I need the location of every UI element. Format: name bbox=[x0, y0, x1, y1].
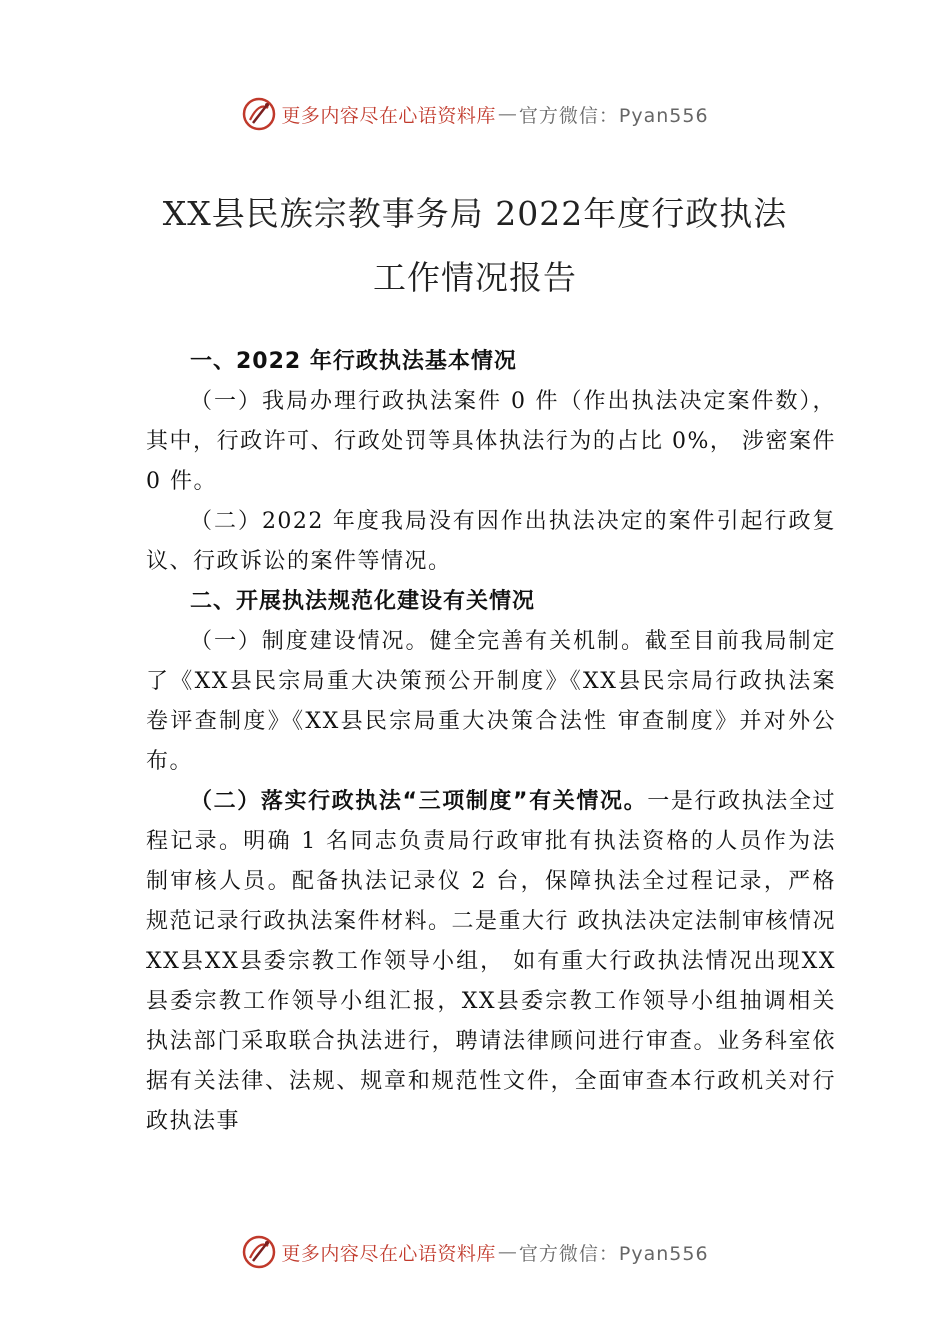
brand-logo-icon bbox=[241, 1234, 277, 1270]
banner-contact-text: 官方微信：Pyan556 bbox=[518, 104, 709, 127]
banner-separator: — bbox=[497, 103, 517, 125]
banner-separator: — bbox=[497, 1241, 517, 1263]
section-2-paragraph-1-lead: （一）制度建设情况。 bbox=[190, 629, 430, 654]
document-title-line-1: XX县民族宗教事务局 2022年度行政执法 bbox=[162, 194, 788, 233]
section-2-paragraph-2 bbox=[146, 782, 836, 1142]
section-2-paragraph-2-lead: （二）落实行政执法“三项制度”有关情况。 bbox=[190, 789, 648, 814]
section-2-heading: 二、开展执法规范化建设有关情况 bbox=[190, 589, 536, 614]
section-2-paragraph-1 bbox=[146, 622, 836, 782]
banner-promo-text: 更多内容尽在心语资料库 bbox=[281, 104, 496, 127]
document-title-line-2: 工作情况报告 bbox=[373, 258, 577, 297]
banner-promo-text: 更多内容尽在心语资料库 bbox=[281, 1242, 496, 1265]
section-2-paragraph-2-body: 一是行政执法全过程记录。明确 1 名同志负责局行政审批有执法资格的人员作为法制审核人员。配备执法记录仪 2 台，保障执法全过程记录，严格规范记录行政执法案件材料。二是重大行 政执法决定法制审核情况 XX县XX县委宗教工作领导小组， 如有重大行政执法情况出现XX县委宗教工作领导小组汇报，XX县委宗教工作领导小组抽调相关执法部门采取联合执法进行，聘请法律顾问进行审查。业务科室依据有关法律、法规、规章和规范性文件，全面审查本行政机关对行政执法事 bbox=[146, 789, 836, 1134]
document-body bbox=[146, 342, 836, 1142]
brand-logo-icon bbox=[241, 96, 277, 132]
footer-banner bbox=[0, 1232, 950, 1272]
section-2-paragraph-1-body: 健全完善有关机制。截至目前我局制定了《XX县民宗局重大决策预公开制度》《XX县民宗局行政执法案卷评查制度》《XX县民宗局重大决策合法性 审查制度》并对外公布。 bbox=[146, 629, 836, 774]
section-1-heading: 一、2022 年行政执法基本情况 bbox=[190, 349, 517, 374]
header-banner bbox=[0, 94, 950, 134]
section-1-paragraph-1: （一）我局办理行政执法案件 0 件（作出执法决定案件数），其中，行政许可、行政处罚等具体执法行为的占比 0%， 涉密案件 0 件。 bbox=[146, 389, 836, 494]
banner-contact-text: 官方微信：Pyan556 bbox=[518, 1242, 709, 1265]
section-1-paragraph-2: （二）2022 年度我局没有因作出执法决定的案件引起行政复议、行政诉讼的案件等情况。 bbox=[146, 509, 836, 574]
